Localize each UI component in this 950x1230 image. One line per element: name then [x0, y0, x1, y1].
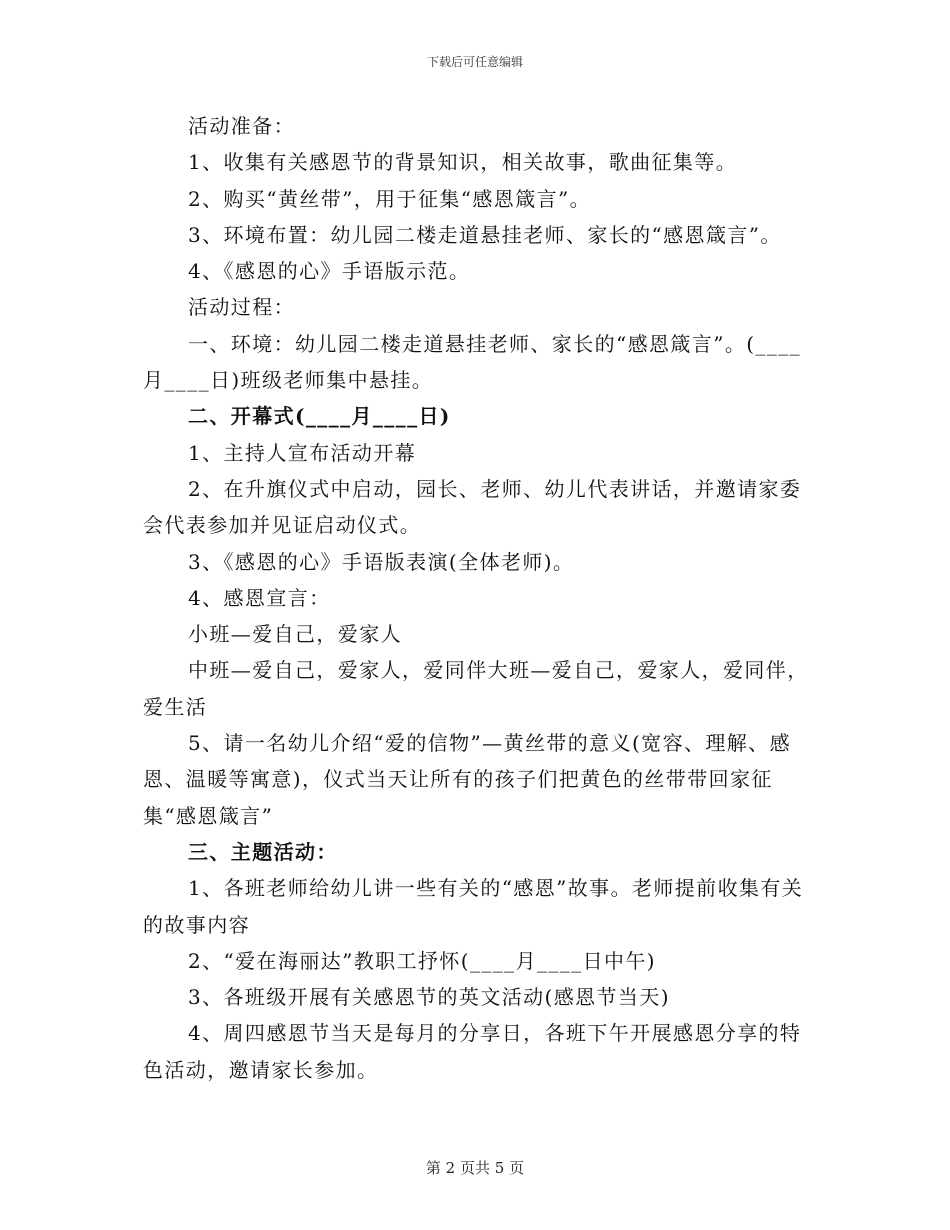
paragraph-prep-3: 3、环境布置：幼儿园二楼走道悬挂老师、家长的“感恩箴言”。 — [188, 222, 782, 247]
page-header: 下载后可任意编辑 — [426, 55, 523, 69]
paragraph-environment: 一、环境：幼儿园二楼走道悬挂老师、家长的“感恩箴言”。(____月____日)班级老师集中悬挂。 — [143, 331, 802, 393]
paragraph-prep-title: 活动准备： — [188, 114, 295, 138]
paragraph-middle-large-class: 中班—爱自己，爱家人，爱同伴大班—爱自己，爱家人，爱同伴，爱生活 — [143, 658, 809, 719]
paragraph-prep-1: 1、收集有关感恩节的背景知识，相关故事，歌曲征集等。 — [188, 150, 738, 175]
paragraph-small-class: 小班—爱自己，爱家人 — [188, 622, 402, 647]
document-body — [143, 108, 810, 1088]
paragraph-prep-4: 4、《感恩的心》手语版示范。 — [188, 259, 471, 284]
paragraph-opening-5: 5、请一名幼儿介绍“爱的信物”—黄丝带的意义(宽容、理解、感恩、温暖等寓意)，仪式当天让所有的孩子们把黄色的丝带带回家征集“感恩箴言” — [143, 731, 791, 828]
paragraph-prep-2: 2、购买“黄丝带”，用于征集“感恩箴言”。 — [188, 186, 592, 211]
paragraph-process-title: 活动过程： — [188, 295, 295, 320]
paragraph-theme-3: 3、各班级开展有关感恩节的英文活动(感恩节当天) — [188, 985, 670, 1010]
paragraph-theme-2: 2、“爱在海丽达”教职工抒怀(____月____日中午) — [188, 948, 656, 973]
section-heading-theme: 三、主题活动： — [188, 839, 338, 864]
paragraph-opening-2: 2、在升旗仪式中启动，园长、老师、幼儿代表讲话，并邀请家委会代表参加并见证启动仪式。 — [143, 476, 802, 538]
section-heading-opening: 二、开幕式(____月____日) — [188, 404, 451, 429]
page-footer: 第 2 页共 5 页 — [425, 1159, 525, 1177]
paragraph-theme-1: 1、各班老师给幼儿讲一些有关的“感恩”故事。老师提前收集有关的故事内容 — [143, 876, 804, 937]
paragraph-opening-1: 1、主持人宣布活动开幕 — [188, 440, 417, 465]
paragraph-opening-4: 4、感恩宣言： — [188, 585, 331, 610]
paragraph-opening-3: 3、《感恩的心》手语版表演(全体老师)。 — [188, 549, 575, 574]
paragraph-theme-4: 4、周四感恩节当天是每月的分享日，各班下午开展感恩分享的特色活动，邀请家长参加。 — [143, 1021, 802, 1082]
